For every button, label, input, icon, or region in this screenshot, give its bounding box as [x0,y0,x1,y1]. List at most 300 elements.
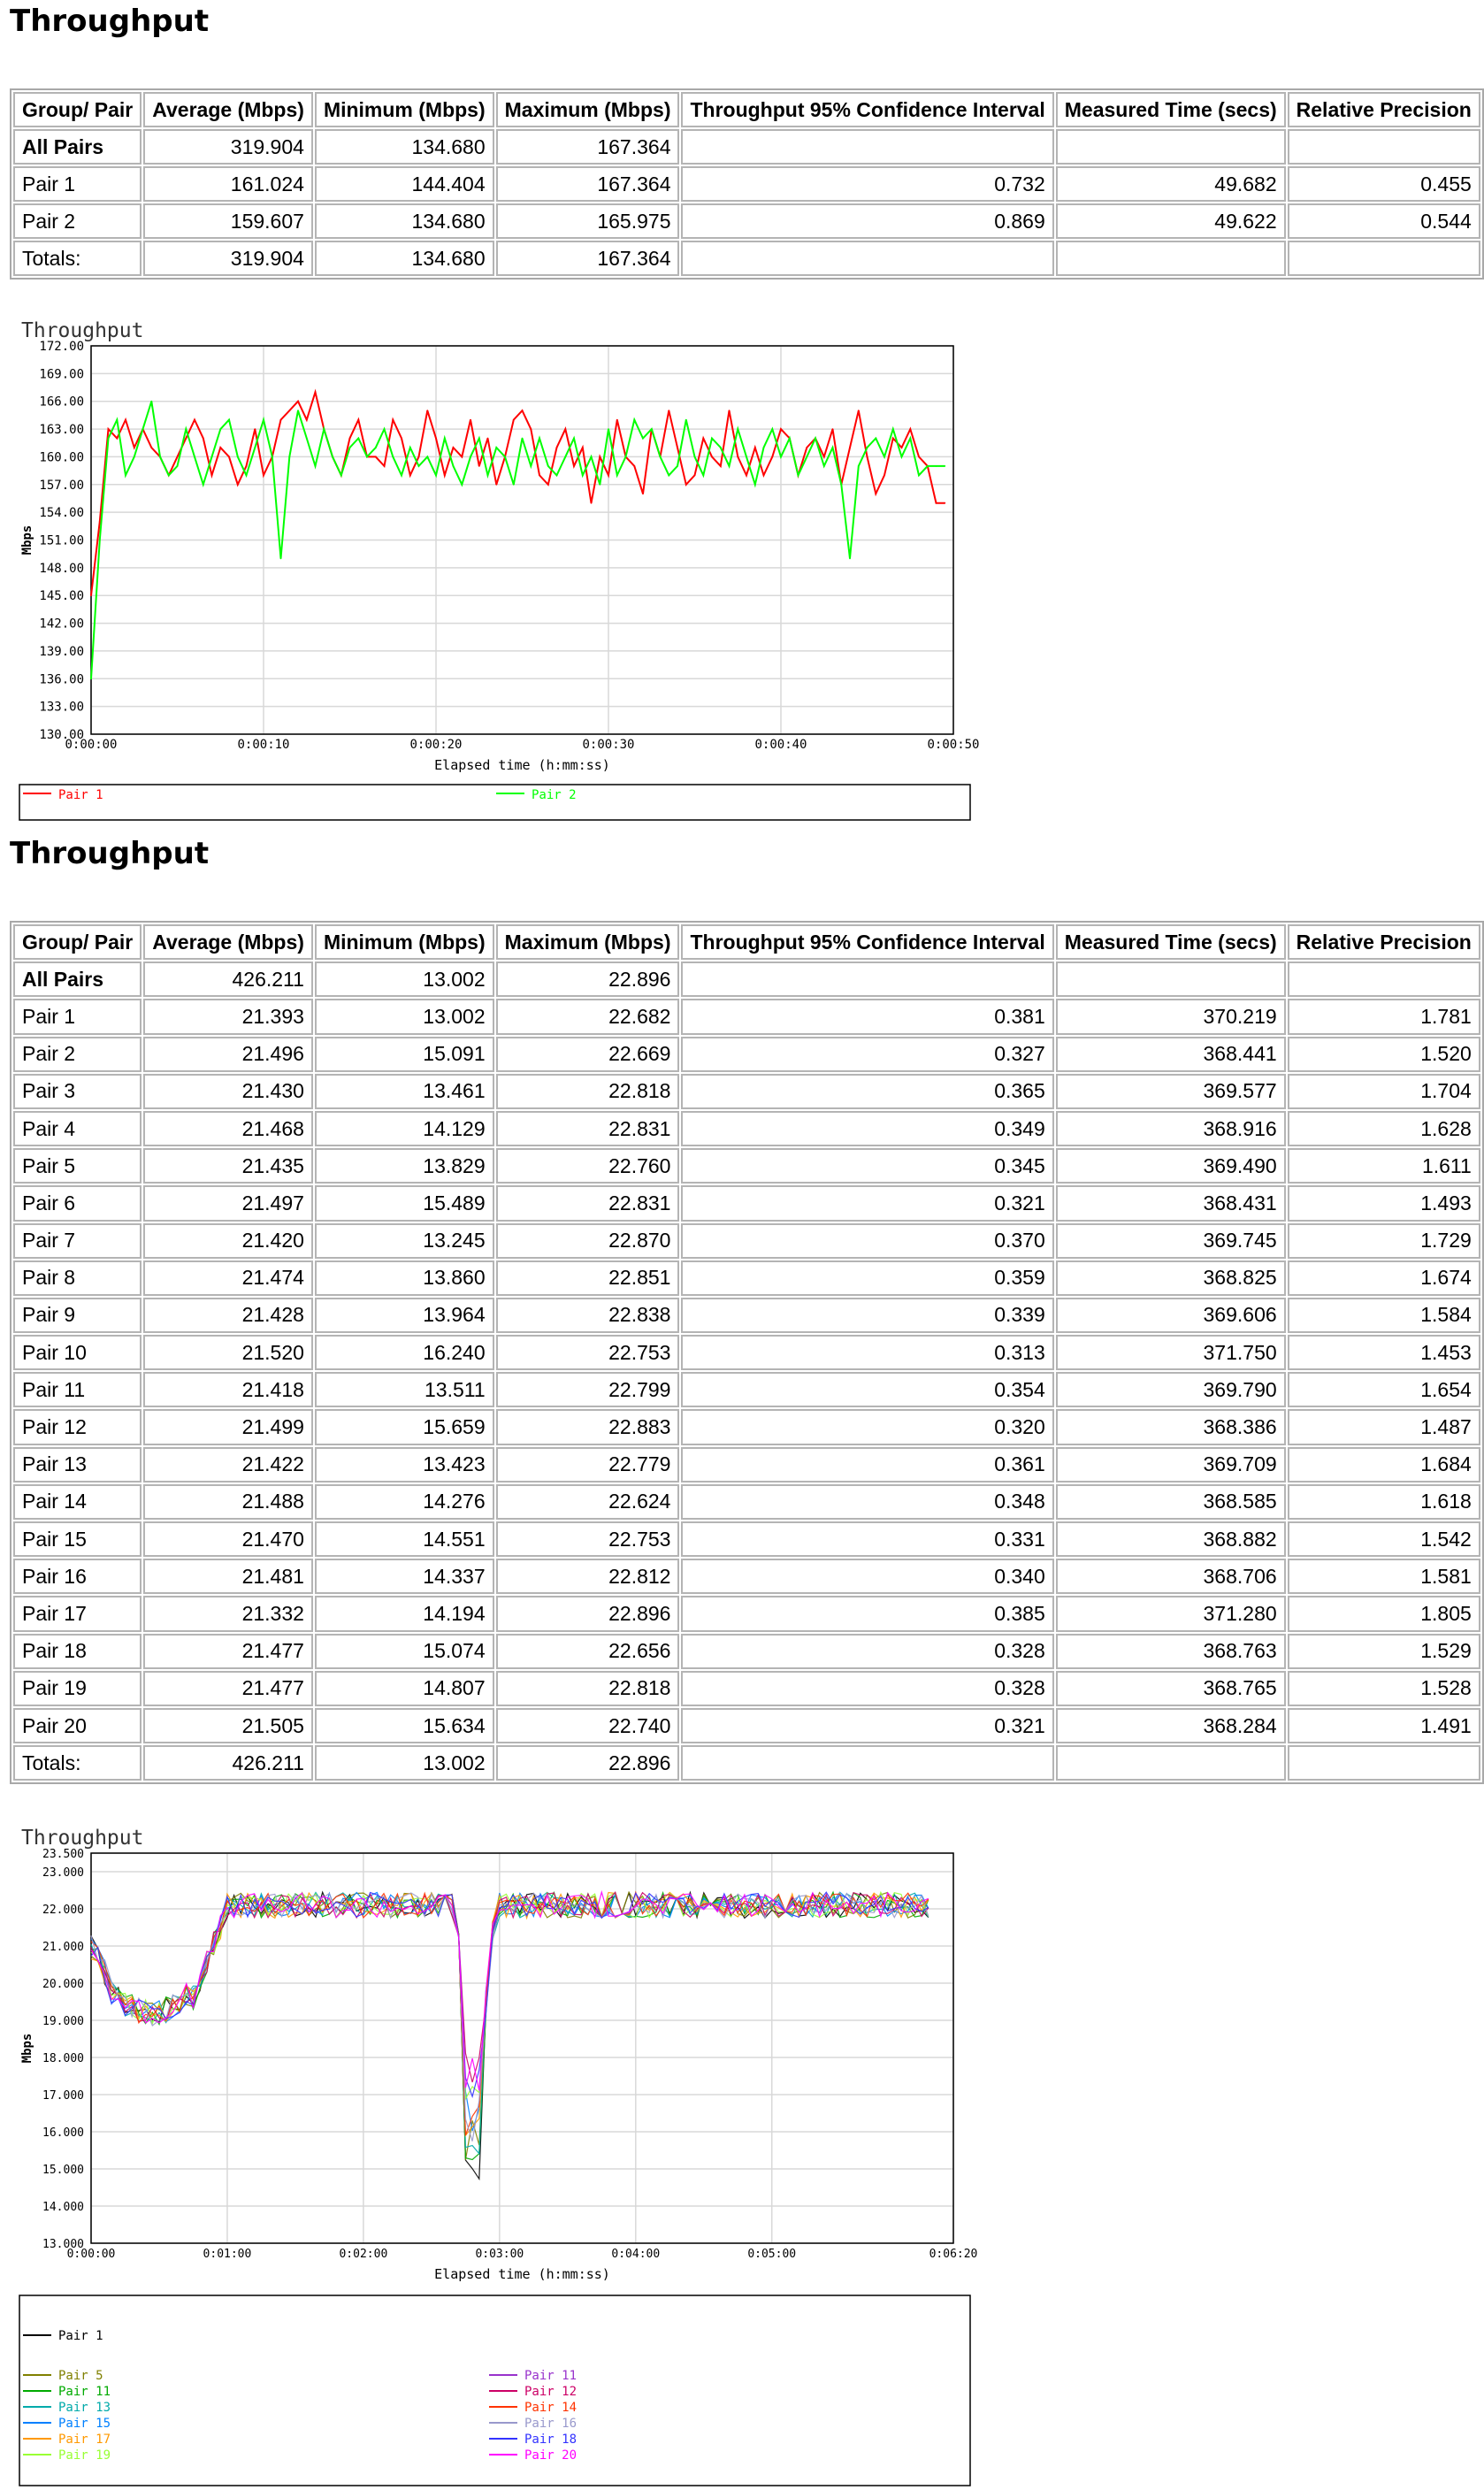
data-point [237,484,239,486]
data-point [246,465,248,467]
data-point [720,465,722,467]
table-row [13,1074,1480,1109]
row-label: All Pairs [13,962,142,997]
row-label: Pair 6 [13,1185,142,1221]
table-cell: 0.354 [681,1372,1053,1407]
row-label: Pair 1 [13,166,142,202]
table-cell: 369.709 [1056,1447,1286,1483]
y-tick-label: 17.000 [42,2089,84,2103]
legend-label: Pair 15 [58,2417,111,2431]
data-point [134,456,135,458]
row-label: Pair 19 [13,1671,142,1706]
data-point [642,493,644,494]
table-cell: 22.818 [496,1074,680,1109]
data-point [478,465,480,467]
data-point [892,428,894,430]
table-cell: 167.364 [496,241,680,276]
data-point [582,474,584,476]
y-tick-label: 22.000 [42,1904,84,1917]
y-axis-label: Mbps [20,525,34,555]
table-cell: 369.790 [1056,1372,1286,1407]
data-point [530,428,532,430]
data-point [746,456,747,458]
data-point [384,428,386,430]
table-cell: 13.245 [315,1223,494,1259]
data-point [315,391,317,393]
data-point [909,438,911,440]
y-tick-label: 148.00 [39,561,84,576]
column-header: Throughput 95% Confidence Interval [681,92,1053,127]
data-point [297,401,299,402]
table-cell: 368.825 [1056,1260,1286,1296]
table-cell: 21.474 [143,1260,313,1296]
x-tick-label: 0:06:20 [929,2248,978,2261]
data-point [418,465,420,467]
row-label: Pair 2 [13,1037,142,1072]
table-row [13,166,1480,202]
table-cell: 15.074 [315,1634,494,1669]
data-point [720,447,722,448]
table-cell: 0.455 [1288,166,1480,202]
data-point [90,594,92,596]
row-label: Pair 4 [13,1111,142,1146]
data-point [771,456,773,458]
data-point [444,438,446,440]
data-point [495,447,497,448]
table-row [13,1521,1480,1557]
table-cell: 1.491 [1288,1708,1480,1743]
table-row [13,1260,1480,1296]
table-cell [681,241,1053,276]
section-title-2: Throughput [10,836,210,871]
legend-label: Pair 18 [524,2433,578,2447]
data-point [918,456,920,458]
y-tick-label: 139.00 [39,644,84,659]
table-row [13,1298,1480,1333]
y-tick-label: 15.000 [42,2164,84,2177]
table-cell: 15.634 [315,1708,494,1743]
row-label: Pair 3 [13,1074,142,1109]
data-point [453,465,455,467]
data-point [185,428,187,430]
data-point [840,484,842,486]
y-tick-label: 151.00 [39,533,84,548]
table-cell: 165.975 [496,203,680,239]
table-row [13,1372,1480,1407]
table-cell [1056,241,1286,276]
data-point [375,456,377,458]
data-point [219,447,221,448]
table-cell: 0.359 [681,1260,1053,1296]
table-cell: 21.468 [143,1111,313,1146]
data-point [418,456,420,458]
table-cell: 22.656 [496,1634,680,1669]
data-point [798,474,799,476]
y-tick-label: 160.00 [39,450,84,465]
x-axis-label: Elapsed time (h:mm:ss) [434,757,610,773]
data-point [185,438,187,440]
data-point [754,484,756,486]
row-label: Pair 7 [13,1223,142,1259]
x-tick-label: 0:00:30 [582,738,635,752]
table-cell: 14.807 [315,1671,494,1706]
data-point [858,410,860,411]
table-cell: 13.002 [315,1745,494,1781]
data-point [702,438,704,440]
data-point [315,465,317,467]
table-cell: 13.423 [315,1447,494,1483]
data-point [573,438,575,440]
table-cell: 15.091 [315,1037,494,1072]
table-row [13,129,1480,165]
data-point [495,484,497,486]
data-point [599,456,600,458]
table-cell: 21.497 [143,1185,313,1221]
table-row [13,1409,1480,1444]
column-header: Measured Time (secs) [1056,924,1286,960]
table-cell: 21.420 [143,1223,313,1259]
data-point [478,438,480,440]
data-point [444,474,446,476]
table-cell: 368.916 [1056,1111,1286,1146]
x-tick-label: 0:00:00 [66,2248,116,2261]
data-point [99,521,101,523]
table-cell: 22.760 [496,1148,680,1184]
series-line [91,1892,929,2082]
table-cell: 368.763 [1056,1634,1286,1669]
data-point [806,456,807,458]
data-point [108,428,110,430]
row-label: Pair 16 [13,1559,142,1594]
data-point [228,419,230,421]
table-cell: 369.490 [1056,1148,1286,1184]
legend-label: Pair 14 [524,2401,578,2415]
row-label: Pair 20 [13,1708,142,1743]
y-tick-label: 13.000 [42,2238,84,2251]
table-cell: 368.431 [1056,1185,1286,1221]
table-cell: 21.481 [143,1559,313,1594]
data-point [116,438,118,440]
table-row [13,999,1480,1034]
data-point [608,474,609,476]
table-cell: 21.430 [143,1074,313,1109]
data-point [633,419,635,421]
table-cell: 370.219 [1056,999,1286,1034]
y-tick-label: 21.000 [42,1941,84,1954]
data-point [547,465,549,467]
data-point [832,447,834,448]
data-point [944,502,945,504]
data-point [150,401,152,402]
data-point [711,456,713,458]
data-point [737,456,738,458]
data-point [211,474,213,476]
table-cell: 13.860 [315,1260,494,1296]
data-point [177,456,179,458]
legend-label: Pair 1 [58,788,103,802]
data-point [746,474,747,476]
table-row [13,1223,1480,1259]
table-cell: 369.606 [1056,1298,1286,1333]
data-point [780,428,782,430]
table-cell: 144.404 [315,166,494,202]
y-tick-label: 16.000 [42,2126,84,2140]
table-cell: 0.321 [681,1185,1053,1221]
row-label: Pair 11 [13,1372,142,1407]
row-label: Pair 13 [13,1447,142,1483]
table-cell: 0.385 [681,1596,1053,1631]
series-line [91,1892,929,2098]
column-header: Average (Mbps) [143,92,313,127]
data-point [789,438,791,440]
table-row [13,1708,1480,1743]
table-cell: 22.883 [496,1409,680,1444]
y-tick-label: 142.00 [39,617,84,632]
table-cell: 22.838 [496,1298,680,1333]
table-cell [1288,129,1480,165]
data-point [453,447,455,448]
table-cell: 21.488 [143,1484,313,1520]
data-point [90,678,92,679]
table-cell: 167.364 [496,166,680,202]
legend-label: Pair 17 [58,2433,111,2447]
table-row [13,1484,1480,1520]
table-cell: 1.581 [1288,1559,1480,1594]
data-point [780,456,782,458]
data-point [194,456,195,458]
data-point [116,419,118,421]
table-cell: 1.584 [1288,1298,1480,1333]
table-row [13,203,1480,239]
data-point [556,474,558,476]
table-cell: 22.831 [496,1185,680,1221]
data-point [228,456,230,458]
data-point [936,465,937,467]
legend-label: Pair 13 [58,2401,111,2415]
column-header: Maximum (Mbps) [496,924,680,960]
data-point [685,419,687,421]
data-point [280,558,282,560]
table-cell [1056,962,1286,997]
data-point [426,456,428,458]
data-point [668,410,669,411]
data-point [272,456,273,458]
data-point [470,456,471,458]
x-tick-label: 0:00:50 [927,738,980,752]
data-point [875,493,876,494]
table-cell: 0.732 [681,166,1053,202]
data-point [564,428,566,430]
table-cell: 22.624 [496,1484,680,1520]
data-point [357,419,359,421]
table-cell: 13.964 [315,1298,494,1333]
data-point [702,474,704,476]
table-cell: 22.870 [496,1223,680,1259]
table-cell: 0.320 [681,1409,1053,1444]
legend-label: Pair 11 [58,2385,111,2399]
data-point [504,456,506,458]
data-point [288,410,290,411]
table-cell: 22.779 [496,1447,680,1483]
data-point [884,456,885,458]
table-cell: 14.129 [315,1111,494,1146]
table-cell: 14.194 [315,1596,494,1631]
data-point [522,410,524,411]
y-axis-label: Mbps [20,2033,34,2064]
table-cell: 0.349 [681,1111,1053,1146]
data-point [547,484,549,486]
table-cell: 21.477 [143,1671,313,1706]
table-cell: 21.477 [143,1634,313,1669]
table-cell: 368.386 [1056,1409,1286,1444]
data-point [677,447,678,448]
y-tick-label: 136.00 [39,672,84,687]
table-cell: 21.428 [143,1298,313,1333]
data-point [651,428,653,430]
table-cell: 134.680 [315,241,494,276]
data-point [556,447,558,448]
y-tick-label: 172.00 [39,340,84,354]
data-point [375,447,377,448]
table-cell: 0.348 [681,1484,1053,1520]
data-point [763,474,765,476]
data-point [426,410,428,411]
data-point [349,447,351,448]
table-row [13,1634,1480,1669]
row-label: Pair 15 [13,1521,142,1557]
data-point [909,428,911,430]
data-point [539,438,540,440]
table-cell: 0.313 [681,1335,1053,1370]
data-point [280,419,282,421]
table-cell: 371.280 [1056,1596,1286,1631]
legend-label: Pair 1 [58,2329,103,2343]
data-point [409,474,411,476]
table-cell: 14.551 [315,1521,494,1557]
data-point [582,447,584,448]
data-point [384,465,386,467]
row-label: Pair 5 [13,1148,142,1184]
table-cell: 1.729 [1288,1223,1480,1259]
chart-title: Throughput [21,1827,144,1850]
table-cell: 22.669 [496,1037,680,1072]
data-point [892,438,894,440]
data-point [288,456,290,458]
y-tick-label: 20.000 [42,1978,84,1991]
table-cell [681,962,1053,997]
table-row [13,1185,1480,1221]
x-tick-label: 0:01:00 [203,2248,252,2261]
table-cell: 159.607 [143,203,313,239]
table-row [13,962,1480,997]
data-point [150,447,152,448]
data-point [591,456,593,458]
y-tick-label: 169.00 [39,367,84,382]
table-cell: 13.829 [315,1148,494,1184]
legend-box [19,785,970,820]
table-cell: 368.585 [1056,1484,1286,1520]
table-cell: 1.520 [1288,1037,1480,1072]
data-point [159,456,161,458]
y-tick-label: 154.00 [39,506,84,521]
data-point [616,474,618,476]
data-point [530,465,532,467]
column-header: Minimum (Mbps) [315,924,494,960]
data-point [849,447,851,448]
table-cell: 22.896 [496,1596,680,1631]
data-point [254,428,256,430]
y-tick-label: 14.000 [42,2201,84,2214]
data-point [194,419,195,421]
column-header: Average (Mbps) [143,924,313,960]
table-cell [1288,1745,1480,1781]
legend-label: Pair 19 [58,2448,111,2463]
table-cell: 0.321 [681,1708,1053,1743]
data-point [599,484,600,486]
y-tick-label: 23.000 [42,1866,84,1880]
table-cell: 1.611 [1288,1148,1480,1184]
table-cell: 1.628 [1288,1111,1480,1146]
table-cell: 0.869 [681,203,1053,239]
table-cell: 134.680 [315,129,494,165]
legend-label: Pair 20 [524,2448,578,2463]
data-point [737,428,738,430]
x-tick-label: 0:04:00 [611,2248,661,2261]
table-cell: 161.024 [143,166,313,202]
data-point [642,438,644,440]
table-cell: 21.422 [143,1447,313,1483]
table-cell: 1.684 [1288,1447,1480,1483]
table-cell: 0.328 [681,1634,1053,1669]
table-cell: 14.337 [315,1559,494,1594]
table-cell: 0.340 [681,1559,1053,1594]
table-cell: 49.682 [1056,166,1286,202]
series-line [91,1892,929,2096]
data-point [694,474,696,476]
table-cell: 13.461 [315,1074,494,1109]
table-cell: 49.622 [1056,203,1286,239]
table-row [13,1335,1480,1370]
table-cell: 15.489 [315,1185,494,1221]
throughput-table-2 [10,921,1484,1784]
table-cell: 21.435 [143,1148,313,1184]
y-tick-label: 23.500 [42,1848,84,1861]
table-cell: 369.577 [1056,1074,1286,1109]
table-cell: 369.745 [1056,1223,1286,1259]
y-tick-label: 19.000 [42,2015,84,2028]
column-header: Group/ Pair [13,924,142,960]
table-cell: 0.381 [681,999,1053,1034]
column-header: Measured Time (secs) [1056,92,1286,127]
data-point [901,456,903,458]
table-cell: 368.284 [1056,1708,1286,1743]
legend-label: Pair 12 [524,2385,578,2399]
data-point [884,474,885,476]
data-point [668,474,669,476]
data-point [461,484,463,486]
data-point [927,465,929,467]
data-point [685,484,687,486]
data-point [263,419,264,421]
data-point [211,456,213,458]
column-header: Relative Precision [1288,92,1480,127]
table-cell: 21.470 [143,1521,313,1557]
y-tick-label: 130.00 [39,728,84,742]
throughput-table-1 [10,88,1484,280]
row-label: Pair 1 [13,999,142,1034]
data-point [134,447,135,448]
y-tick-label: 163.00 [39,423,84,438]
